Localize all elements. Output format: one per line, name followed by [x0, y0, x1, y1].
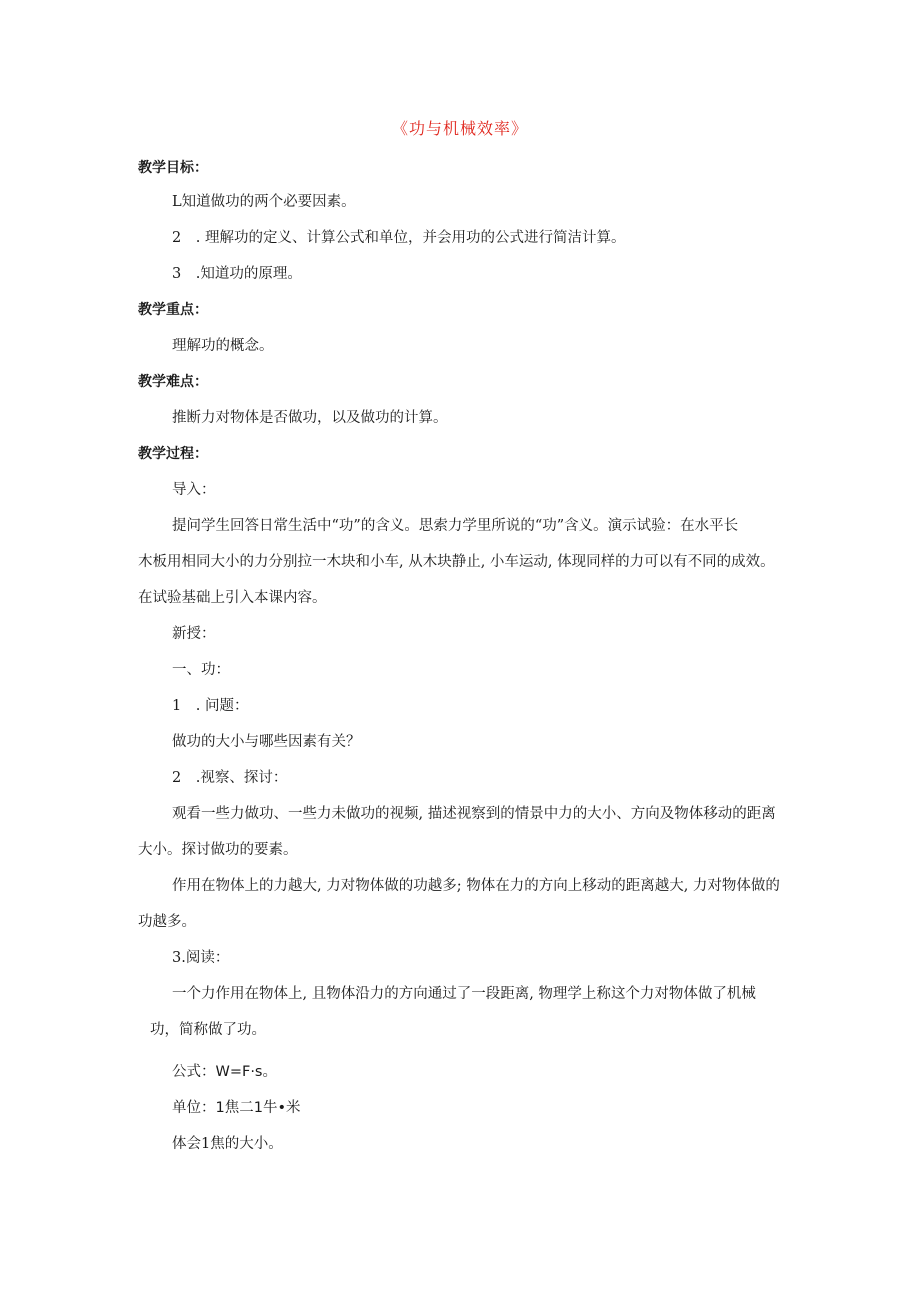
formula-value: W=F·s。 [215, 1064, 277, 1080]
document-title: 《功与机械效率》 [391, 119, 528, 138]
observation-label: 2 .视察、探讨： [172, 770, 288, 786]
result-text-line-2: 功越多。 [138, 914, 196, 930]
section-one-heading: 一、功： [172, 662, 230, 678]
unit-line [172, 1098, 301, 1118]
difficulties-heading: 教学难点： [138, 374, 208, 390]
reading-label: 3.阅读： [172, 950, 230, 966]
formula-line [172, 1062, 277, 1082]
difficulties-text: 推断力对物体是否做功，以及做功的计算。 [172, 410, 448, 426]
objectives-heading: 教学目标： [138, 160, 208, 176]
new-lesson-label: 新授： [172, 626, 216, 642]
feel-text: 体会1焦的大小。 [172, 1136, 283, 1152]
question-label: 1 . 问题： [172, 698, 249, 714]
reading-text-line-1: 一个力作用在物体上, 且物体沿力的方向通过了一段距离, 物理学上称这个力对物体做了机械 [172, 986, 756, 1002]
intro-text-line-3: 在试验基础上引入本课内容。 [138, 590, 327, 606]
objective-item-2: 2 . 理解功的定义、计算公式和单位，并会用功的公式进行简洁计算。 [172, 230, 626, 246]
objective-item-3: 3 .知道功的原理。 [172, 266, 302, 282]
unit-label: 单位： [172, 1100, 216, 1116]
objective-item-1: L知道做功的两个必要因素。 [172, 194, 356, 210]
intro-text-line-2: 木板用相同大小的力分别拉一木块和小车, 从木块静止, 小车运动, 体现同样的力可以有不同的成效。 [138, 554, 775, 570]
observation-text-line-1: 观看一些力做功、一些力未做功的视频, 描述视察到的情景中力的大小、方向及物体移动的距离 [172, 806, 776, 822]
key-points-text: 理解功的概念。 [172, 338, 274, 354]
reading-text-line-2: 功，简称做了功。 [150, 1022, 266, 1038]
intro-text-line-1: 提问学生回答日常生活中“功”的含义。思索力学里所说的“功”含义。演示试验：在水平长 [172, 518, 739, 534]
question-text: 做功的大小与哪些因素有关？ [172, 734, 361, 750]
observation-text-line-2: 大小。探讨做功的要素。 [138, 842, 298, 858]
key-points-heading: 教学重点： [138, 302, 208, 318]
intro-label: 导入： [172, 482, 216, 498]
result-text-line-1: 作用在物体上的力越大, 力对物体做的功越多; 物体在力的方向上移动的距离越大, 力对物体做的 [172, 878, 780, 894]
process-heading: 教学过程： [138, 446, 208, 462]
unit-value: 1焦二1牛•米 [215, 1100, 301, 1116]
formula-label: 公式： [172, 1064, 216, 1080]
